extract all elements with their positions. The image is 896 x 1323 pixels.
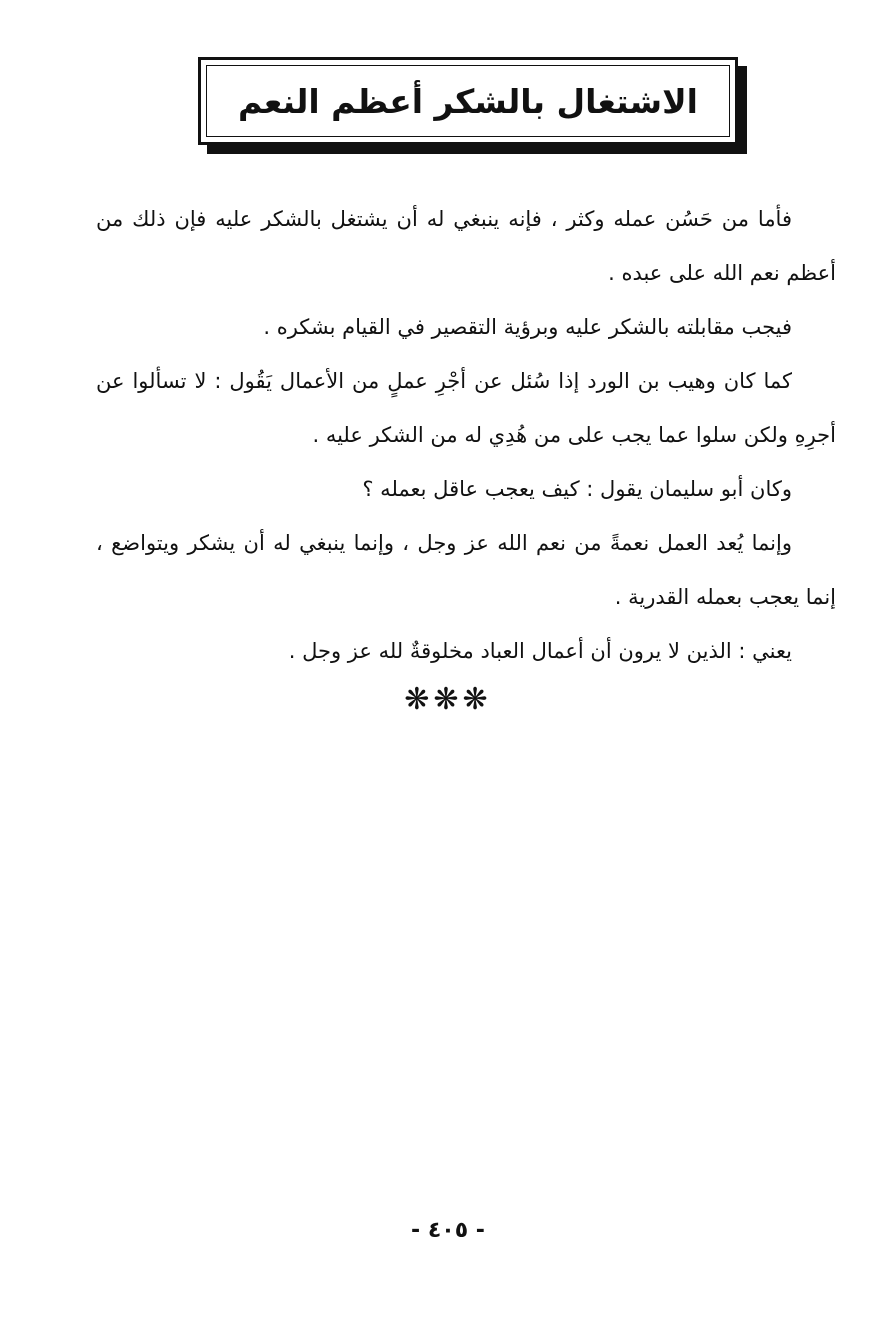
paragraph-5: وإنما يُعد العمل نعمةً من نعم الله عز وجل ، وإنما ينبغي له أن يشكر ويتواضع ، إنما يعجب بعمله القدرية . (96, 531, 836, 609)
paragraph-2: فيجب مقابلته بالشكر عليه وبرؤية التقصير في القيام بشكره . (263, 315, 792, 339)
paragraph-1: فأما من حَسُن عمله وكثر ، فإنه ينبغي له أن يشتغل بالشكر عليه فإن ذلك من أعظم نعم الله على عبده . (96, 207, 836, 285)
section-separator: ❋❋❋ (404, 682, 492, 717)
paragraph-4: وكان أبو سليمان يقول : كيف يعجب عاقل بعمله ؟ (362, 477, 792, 501)
paragraph-3: كما كان وهيب بن الورد إذا سُئل عن أجْرِ عملٍ من الأعمال يَقُول : لا تسألوا عن أجرِهِ ولكن سلوا عما يجب على من هُدِي له من الشكر عليه . (96, 369, 836, 447)
page-number: - ٤٠٥ - (411, 1218, 485, 1243)
body-text (96, 192, 836, 678)
chapter-title: الاشتغال بالشكر أعظم النعم (238, 81, 698, 121)
title-frame (198, 57, 738, 145)
paragraph-6: يعني : الذين لا يرون أن أعمال العباد مخلوقةٌ لله عز وجل . (288, 639, 792, 663)
